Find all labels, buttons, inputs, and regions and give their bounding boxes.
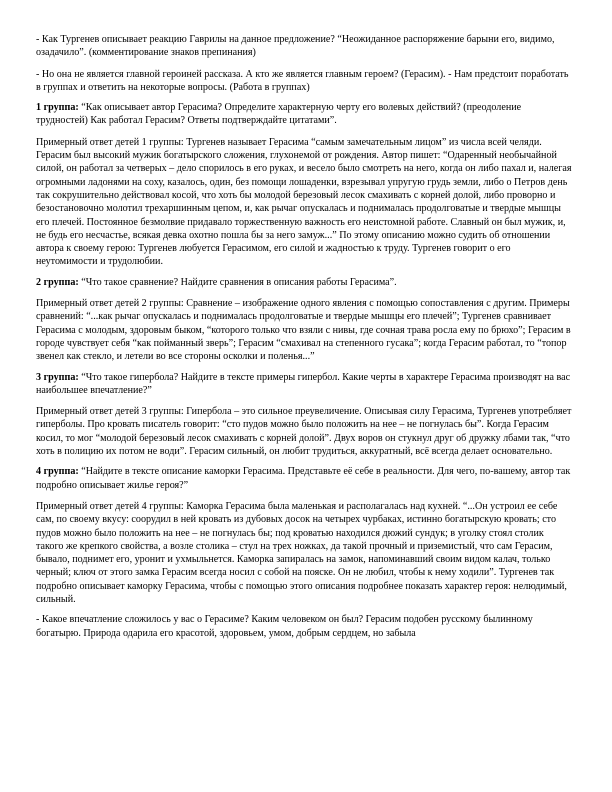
answer-text: Примерный ответ детей 3 группы: Гипербола – это сильное преувеличение. Описывая силу Герасима, Тургенев употребляет гиперболы. Про кровать писатель говорит: “сто пудов можно было положить на нее – не погнулась бы”. Когда Герасим косил, то мог “молодой березовый лесок смахивать с корней долой”. Двух воров он стукнул друг об дружку лбами так, “что хоть в полицию их потом не води”. Герасим сильный, он любит трудиться, аккуратный, всё всегда делает основательно. [36, 406, 572, 458]
group-label: 3 группа: [36, 371, 79, 383]
paragraph-text: - Какое впечатление сложилось у вас о Герасиме? Каким человеком он был? Герасим подобен русскому былинному богатырю. Природа одарила его красотой, здоровьем, умом, добрым сердцем, но забыла [36, 614, 533, 639]
task-text: “Что такое сравнение? Найдите сравнения в описания работы Герасима”. [78, 276, 397, 288]
group-4-task [36, 465, 572, 492]
answer-text: Примерный ответ детей 2 группы: Сравнение – изображение одного явления с помощью сопоставления с другим. Примеры сравнений: “...как рычаг опускалась и поднималась продолговатые и твердые мышцы его плечей”; Тургенев сравнивает Герасима с молодым, здоровым быком, “которого только что взяли с нивы, где сочная трава росла ему по брюхо”; Герасим в городе чувствует себя “как пойманный зверь”; Герасим “смахивал на степенного гусака”; когда Герасим работал, то “топор звенел как стекло, и летели во все стороны осколки и поленья...” [36, 298, 571, 363]
group-2-task [36, 276, 572, 289]
intro-paragraph-2 [36, 68, 572, 95]
group-4-answer [36, 500, 572, 606]
paragraph-text: - Как Тургенев описывает реакцию Гаврилы на данное предложение? “Неожиданное распоряжение барыни его, видимо, озадачило”. (комментирование знаков препинания) [36, 34, 555, 59]
group-label: 4 группа: [36, 466, 79, 478]
task-text: “Как описывает автор Герасима? Определите характерную черту его волевых действий? (преодоление трудностей) Как работал Герасим? Ответы подтверждайте цитатами”. [36, 102, 522, 127]
group-label: 2 группа: [36, 276, 79, 288]
closing-paragraph [36, 613, 572, 640]
group-3-task [36, 371, 572, 398]
group-label: 1 группа: [36, 102, 79, 114]
group-2-answer [36, 297, 572, 363]
group-3-answer [36, 405, 572, 458]
answer-text: Примерный ответ детей 4 группы: Каморка Герасима была маленькая и располагалась над кухней. “...Он устроил ее себе сам, по своему вкусу: соорудил в ней кровать из дубовых досок на четырех чурбаках, истинно богатырскую кровать; сто пудов можно было положить на нее – не погнулась бы; под кроватью находился дюжий сундук; в уголку стоял столик такого же крепкого свойства, а возле столика – стул на трех ножках, да такой прочный и приземистый, что сам Герасим, бывало, поднимет его, уронит и ухмыльнется. Каморка запиралась на замок, напоминавший своим видом калач, только черный; ключ от этого замка Герасим всегда носил с собой на пояске. Он не любил, чтобы к нему ходили”. Тургенев так подробно описывает каморку Герасима, чтобы с помощью этого описания подробнее показать характер героя: нелюдимый, сильный. [36, 500, 567, 605]
task-text: “Найдите в тексте описание каморки Герасима. Представьте её себе в реальности. Для чего, по-вашему, автор так подробно описывает жилье героя?” [36, 466, 571, 491]
task-text: “Что такое гипербола? Найдите в тексте примеры гипербол. Какие черты в характере Герасима производят на вас наибольшее впечатление?” [36, 371, 571, 396]
intro-paragraph-1 [36, 33, 572, 60]
paragraph-text: - Но она не является главной героиней рассказа. А кто же является главным героем? (Герасим). - Нам предстоит поработать в группах и ответить на некоторые вопросы. (Работа в группах) [36, 68, 569, 93]
answer-text: Примерный ответ детей 1 группы: Тургенев называет Герасима “самым замечательным лицом” из числа всей челяди. Герасим был высокий мужик богатырского сложения, глухонемой от рождения. Автор пишет: “Одаренный необычайной силой, он работал за четверых – дело спорилось в его руках, и весело было смотреть на него, когда он либо пахал и, налегая огромными ладонями на соху, казалось, один, без помощи лошаденки, взрезывал упругую грудь земли, либо о Петров день так сокрушительно действовал косой, что хоть бы молодой березовый лесок смахивать с корней долой, либо проворно и безостановочно молотил трехаршинным цепом, и, как рычаг опускалась и поднималась продолговатые и твердые мышцы его плечей. Постоянное безмолвие придавало торжественную важность его неистомной работе. Славный он был мужик, и, не будь его несчастье, всякая девка охотно пошла бы за него замуж...” По этому описанию можно судить об отношении автора к своему герою: Тургенев любуется Герасимом, его силой и жадностью к труду. Тургенев говорит о его неутомимости и трудолюбии. [36, 136, 572, 268]
group-1-answer [36, 136, 572, 269]
group-1-task [36, 101, 572, 128]
